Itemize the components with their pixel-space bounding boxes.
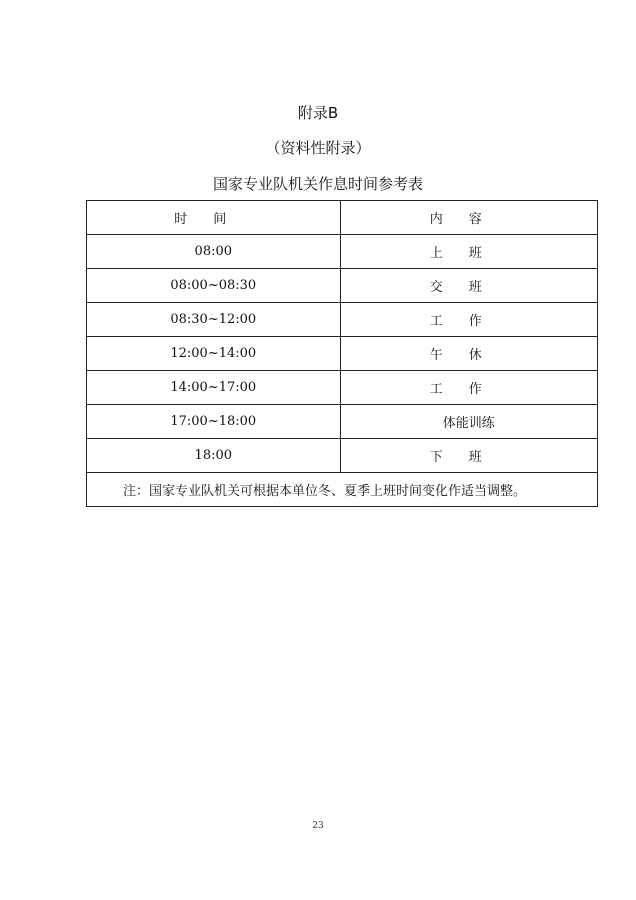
time-cell: 08:00 bbox=[87, 235, 341, 269]
appendix-title: 附录B bbox=[297, 104, 339, 122]
table-row bbox=[87, 405, 598, 439]
appendix-subtitle: （资料性附录） bbox=[265, 139, 371, 157]
content-cell: 午休 bbox=[340, 337, 597, 371]
table-row bbox=[87, 303, 598, 337]
content-cell: 体能训练 bbox=[340, 405, 597, 439]
content-cell: 交班 bbox=[340, 269, 597, 303]
time-cell: 17:00~18:00 bbox=[87, 405, 341, 439]
content-cell: 上班 bbox=[340, 235, 597, 269]
table-title: 国家专业队机关作息时间参考表 bbox=[212, 175, 423, 193]
content-cell: 工作 bbox=[340, 303, 597, 337]
table-row bbox=[87, 269, 598, 303]
time-cell: 08:30~12:00 bbox=[87, 303, 341, 337]
content-cell: 工作 bbox=[340, 371, 597, 405]
header-time: 时间 bbox=[87, 201, 341, 235]
schedule-table bbox=[86, 200, 598, 507]
header-content: 内容 bbox=[340, 201, 597, 235]
table-row bbox=[87, 235, 598, 269]
time-cell: 12:00~14:00 bbox=[87, 337, 341, 371]
table-header-row bbox=[87, 201, 598, 235]
table-row bbox=[87, 337, 598, 371]
time-cell: 18:00 bbox=[87, 439, 341, 473]
time-cell: 08:00~08:30 bbox=[87, 269, 341, 303]
page-number: 23 bbox=[312, 821, 324, 831]
table-row bbox=[87, 439, 598, 473]
table-row bbox=[87, 371, 598, 405]
table-note-row bbox=[87, 473, 598, 507]
time-cell: 14:00~17:00 bbox=[87, 371, 341, 405]
table-note: 注：国家专业队机关可根据本单位冬、夏季上班时间变化作适当调整。 bbox=[87, 473, 598, 507]
content-cell: 下班 bbox=[340, 439, 597, 473]
